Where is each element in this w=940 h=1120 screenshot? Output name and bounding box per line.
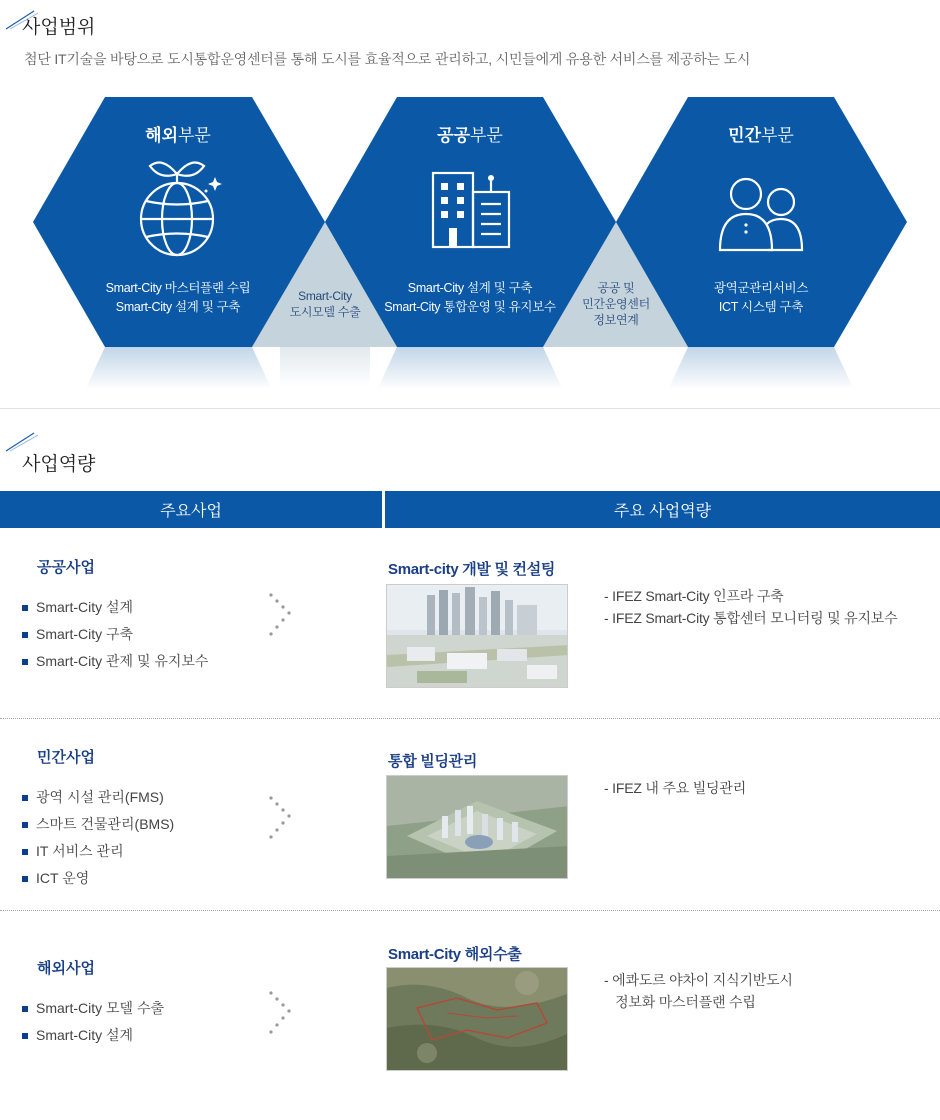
cap-title-overseas-export: Smart-City 해외수출: [388, 946, 522, 963]
hex-title-overseas: 해외부문: [145, 126, 211, 145]
satellite-map-photo: [386, 967, 568, 1071]
list-item: 광역 시설 관리(FMS): [22, 784, 174, 811]
list-item: - 에콰도르 야차이 지식기반도시: [604, 972, 793, 988]
list-item: - IFEZ Smart-City 통합센터 모니터링 및 유지보수: [604, 610, 898, 626]
section-divider: [0, 408, 940, 409]
hex-title-public: 공공부문: [437, 126, 503, 145]
chevron-dots-icon: [268, 592, 298, 638]
chevron-dots-icon: [268, 795, 298, 841]
hex-desc-public: Smart-City 설계 및 구축 Smart-City 통합운영 및 유지보수: [384, 281, 556, 314]
list-item: - IFEZ 내 주요 빌딩관리: [604, 780, 747, 796]
business-scope-diagram: [0, 90, 940, 390]
scope-title-text: 사업범위: [22, 17, 96, 38]
city-skyline-photo: [386, 584, 568, 688]
hex-desc-overseas: Smart-City 마스터플랜 수립 Smart-City 설계 및 구축: [105, 281, 251, 314]
row-divider: [0, 718, 940, 719]
biz-list-public: [22, 594, 208, 675]
list-item: Smart-City 설계: [22, 594, 208, 621]
list-item: Smart-City 설계: [22, 1022, 164, 1049]
list-item: - IFEZ Smart-City 인프라 구축: [604, 588, 784, 604]
list-item: ICT 운영: [22, 865, 174, 892]
section-title-capability: [22, 449, 95, 476]
hex-reflection: [85, 347, 272, 390]
cap-title-building-mgmt: 통합 빌딩관리: [388, 753, 478, 770]
connector-label-1: Smart-City 도시모델 수출: [289, 289, 361, 319]
list-item: Smart-City 관제 및 유지보수: [22, 648, 208, 675]
biz-list-private: [22, 784, 174, 892]
biz-title-overseas: 해외사업: [37, 960, 95, 977]
list-item: Smart-City 모델 수출: [22, 995, 164, 1022]
cap-list-smartcity-dev: [604, 585, 897, 629]
section-title-scope: [22, 12, 95, 39]
biz-title-private: 민간사업: [37, 749, 95, 766]
hex-desc-private: 광역군관리서비스 ICT 시스템 구축: [713, 281, 809, 314]
row-divider: [0, 910, 940, 911]
hex-title-private: 민간부문: [728, 126, 794, 145]
hex-reflection: [377, 347, 563, 390]
list-item: 스마트 건물관리(BMS): [22, 811, 174, 838]
hex-reflection: [668, 347, 854, 390]
capability-title-text: 사업역량: [22, 454, 96, 475]
list-item: 정보화 마스터플랜 수립: [604, 994, 756, 1010]
table-header-main-business: 주요사업: [0, 491, 382, 528]
list-item: IT 서비스 관리: [22, 838, 174, 865]
scope-description: 첨단 IT기술을 바탕으로 도시통합운영센터를 통해 도시를 효율적으로 관리하고, 시민들에게 유용한 서비스를 제공하는 도시: [24, 51, 751, 67]
tri-reflection: [280, 347, 370, 387]
cap-list-building-mgmt: [604, 777, 746, 799]
biz-title-public: 공공사업: [37, 559, 95, 576]
chevron-dots-icon: [268, 990, 298, 1036]
connector-label-2: 공공 및 민간운영센터 정보연계: [582, 281, 650, 327]
biz-list-overseas: [22, 995, 164, 1049]
cap-title-smartcity-dev: Smart-city 개발 및 컨설팅: [388, 561, 556, 578]
campus-aerial-photo: [386, 775, 568, 879]
list-item: Smart-City 구축: [22, 621, 208, 648]
table-header-capability: 주요 사업역량: [385, 491, 940, 528]
cap-list-overseas-export: [604, 969, 793, 1013]
